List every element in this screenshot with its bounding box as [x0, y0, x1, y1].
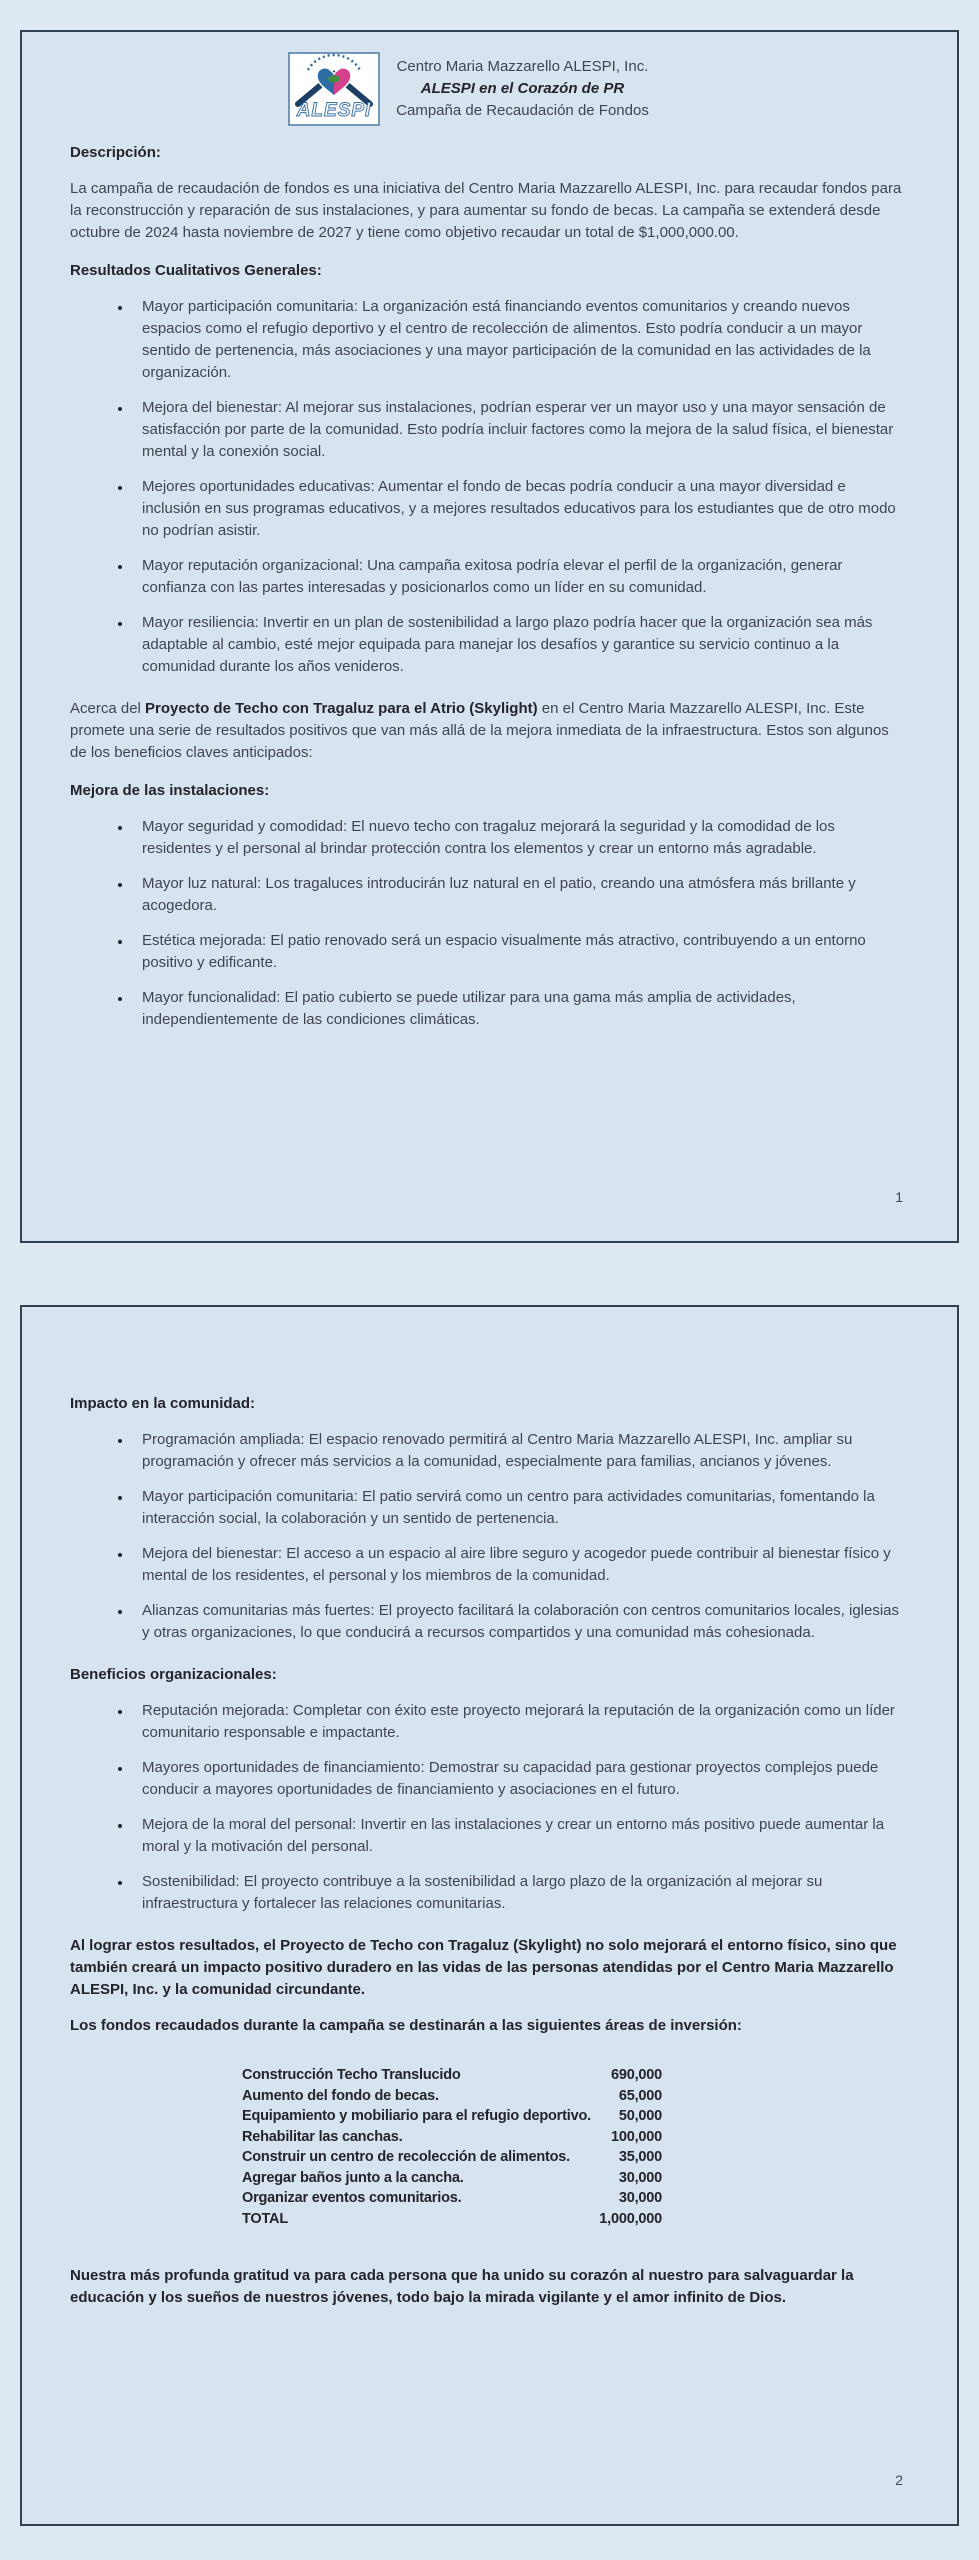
bullet-item: • Mejores oportunidades educativas: Aumentar el fondo de becas podría conducir a una mayor diversidad e inclusión en sus programas educativos, y a mejores resultados educativos para los estudiantes que de otro modo no podrían asistir. [132, 476, 907, 542]
fund-amount: 35,000 [618, 2149, 662, 2165]
heading-beneficios-organizacionales: Beneficios organizacionales: [70, 1666, 277, 1683]
org-name: Centro Maria Mazzarello ALESPI, Inc. [396, 58, 649, 75]
campaign-title: Campaña de Recaudación de Fondos [396, 102, 649, 119]
page-number: 1 [895, 1189, 903, 1205]
closing-paragraph: Al lograr estos resultados, el Proyecto de Techo con Tragaluz (Skylight) no solo mejorará el entorno físico, sino que también creará un impacto positivo duradero en las vidas de las personas atendidas por el Centro Maria Mazzarello ALESPI, Inc. y la comunidad circundante. [70, 1937, 897, 1998]
bullet-item: • Mejora de la moral del personal: Invertir en las instalaciones y crear un entorno más positivo puede aumentar la moral y la motivación del personal. [132, 1814, 907, 1858]
fund-label: Organizar eventos comunitarios. [242, 2190, 462, 2206]
table-row [242, 2147, 662, 2168]
bullet-item: • Mayor reputación organizacional: Una campaña exitosa podría elevar el perfil de la organización, generar confianza con las partes interesadas y posicionarlos como un líder en su comunidad. [132, 555, 907, 599]
alespi-logo [288, 52, 380, 126]
heading-resultados: Resultados Cualitativos Generales: [70, 262, 322, 279]
bullet-item: • Reputación mejorada: Completar con éxito este proyecto mejorará la reputación de la organización como un líder comunitario responsable e impactante. [132, 1700, 907, 1744]
org-tagline: ALESPI en el Corazón de PR [420, 80, 625, 97]
fund-label: Construcción Techo Translucido [242, 2067, 461, 2083]
table-row-total [242, 2209, 662, 2230]
document-header [70, 52, 867, 126]
header-text-block [396, 56, 649, 122]
about-project-paragraph [70, 698, 907, 764]
bullet-item: • Estética mejorada: El patio renovado será un espacio visualmente más atractivo, contribuyendo a un entorno positivo y edificante. [132, 930, 907, 974]
page-1 [20, 30, 959, 1243]
fund-label: Equipamiento y mobiliario para el refugio deportivo. [242, 2108, 591, 2124]
fund-amount: 30,000 [618, 2169, 662, 2186]
bullet-item: • Mayor participación comunitaria: El patio servirá como un centro para actividades comunitarias, fomentando la interacción social, la colaboración y un sentido de pertenencia. [132, 1486, 907, 1530]
gratitude-paragraph: Nuestra más profunda gratitud va para cada persona que ha unido su corazón al nuestro para salvaguardar la educación y los sueños de nuestros jóvenes, todo bajo la mirada vigilante y el amor infinito de Dios. [70, 2267, 854, 2306]
community-bullet-list [70, 1429, 907, 1644]
bullet-item: • Mejora del bienestar: El acceso a un espacio al aire libre seguro y acogedor puede contribuir al bienestar físico y mental de los residentes, el personal y los miembros de la comunidad. [132, 1543, 907, 1587]
funds-intro-paragraph: Los fondos recaudados durante la campaña se destinarán a las siguientes áreas de inversión: [70, 2017, 742, 2034]
fund-label: Aumento del fondo de becas. [242, 2087, 439, 2104]
description-paragraph: La campaña de recaudación de fondos es una iniciativa del Centro Maria Mazzarello ALESPI, Inc. para recaudar fondos para la reconstrucción y reparación de sus instalaciones, y para aumentar su fondo de becas. La campaña se extenderá desde octubre de 2024 hasta noviembre de 2027 y tiene como objetivo recaudar un total de $1,000,000.00. [70, 180, 902, 241]
table-row [242, 2086, 662, 2107]
fund-amount: 30,000 [618, 2190, 662, 2206]
page-2 [20, 1305, 959, 2526]
heading-mejora-instalaciones: Mejora de las instalaciones: [70, 782, 270, 799]
table-row [242, 2065, 662, 2086]
about-prefix: Acerca del [70, 700, 146, 717]
bullet-item: • Mayor funcionalidad: El patio cubierto se puede utilizar para una gama más amplia de actividades, independientemente de las condiciones climáticas. [132, 987, 907, 1031]
fund-amount: 1,000,000 [599, 2210, 662, 2227]
org-benefits-bullet-list [70, 1700, 907, 1915]
table-row [242, 2106, 662, 2127]
bullet-item: • Mayor resiliencia: Invertir en un plan de sostenibilidad a largo plazo podría hacer que la organización sea más adaptable al cambio, esté mejor equipada para manejar los desafíos y garantice su servicio continuo a la comunidad durante los años venideros. [132, 612, 907, 678]
page-number: 2 [895, 2472, 903, 2488]
bullet-item: • Mayores oportunidades de financiamiento: Demostrar su capacidad para gestionar proyectos complejos puede conducir a mayores oportunidades de financiamiento y asociaciones en el futuro. [132, 1757, 907, 1801]
fund-amount: 65,000 [618, 2087, 662, 2104]
bullet-item: • Mayor luz natural: Los tragaluces introducirán luz natural en el patio, creando una atmósfera más brillante y acogedora. [132, 873, 907, 917]
bullet-item: • Sostenibilidad: El proyecto contribuye a la sostenibilidad a largo plazo de la organización al mejorar su infraestructura y fortalecer las relaciones comunitarias. [132, 1871, 907, 1915]
logo-leaf [328, 76, 340, 83]
results-bullet-list [70, 296, 907, 678]
table-row [242, 2127, 662, 2148]
bullet-item: • Programación ampliada: El espacio renovado permitirá al Centro Maria Mazzarello ALESPI, Inc. ampliar su programación y ofrecer más servicios a la comunidad, especialmente para familias, ancianos y jóvenes. [132, 1429, 907, 1473]
heading-descripcion: Descripción: [70, 144, 161, 161]
fund-amount: 690,000 [610, 2067, 662, 2083]
fund-label: Rehabilitar las canchas. [242, 2128, 403, 2145]
table-row [242, 2168, 662, 2189]
fund-label: Agregar baños junto a la cancha. [242, 2169, 464, 2186]
fund-label: TOTAL [242, 2210, 288, 2227]
bullet-item: • Mejora del bienestar: Al mejorar sus instalaciones, podrían esperar ver un mayor uso y una mayor sensación de satisfacción por parte de la comunidad. Esto podría incluir factores como la mejora de la salud física, el bienestar mental y la conexión social. [132, 397, 907, 463]
about-suffix: en el Centro Maria Mazzarello ALESPI, Inc. Este promete una serie de resultados positivos que van más allá de la mejora inmediata de la infraestructura. Estos son algunos de los beneficios claves anticipados: [70, 700, 889, 761]
facilities-bullet-list [70, 816, 907, 1031]
bullet-item: • Alianzas comunitarias más fuertes: El proyecto facilitará la colaboración con centros comunitarios locales, iglesias y otras organizaciones, lo que conducirá a recursos compartidos y una comunidad más cohesionada. [132, 1600, 907, 1644]
bullet-item: • Mayor seguridad y comodidad: El nuevo techo con tragaluz mejorará la seguridad y la comodidad de los residentes y el personal al brindar protección contra los elementos y crear un entorno más agradable. [132, 816, 907, 860]
fund-amount: 100,000 [610, 2128, 662, 2145]
fund-label: Construir un centro de recolección de alimentos. [242, 2149, 570, 2165]
logo-wordmark: ALESPI [296, 100, 372, 121]
fund-amount: 50,000 [618, 2108, 662, 2124]
heading-impacto-comunidad: Impacto en la comunidad: [70, 1395, 256, 1412]
table-row [242, 2188, 662, 2209]
funds-table [242, 2065, 662, 2229]
project-name: Proyecto de Techo con Tragaluz para el Atrio (Skylight) [145, 700, 538, 717]
bullet-item: • Mayor participación comunitaria: La organización está financiando eventos comunitarios y creando nuevos espacios como el refugio deportivo y el centro de recolección de alimentos. Esto podría conducir a un mayor sentido de pertenencia, más asociaciones y una mayor participación de la comunidad en las actividades de la organización. [132, 296, 907, 384]
